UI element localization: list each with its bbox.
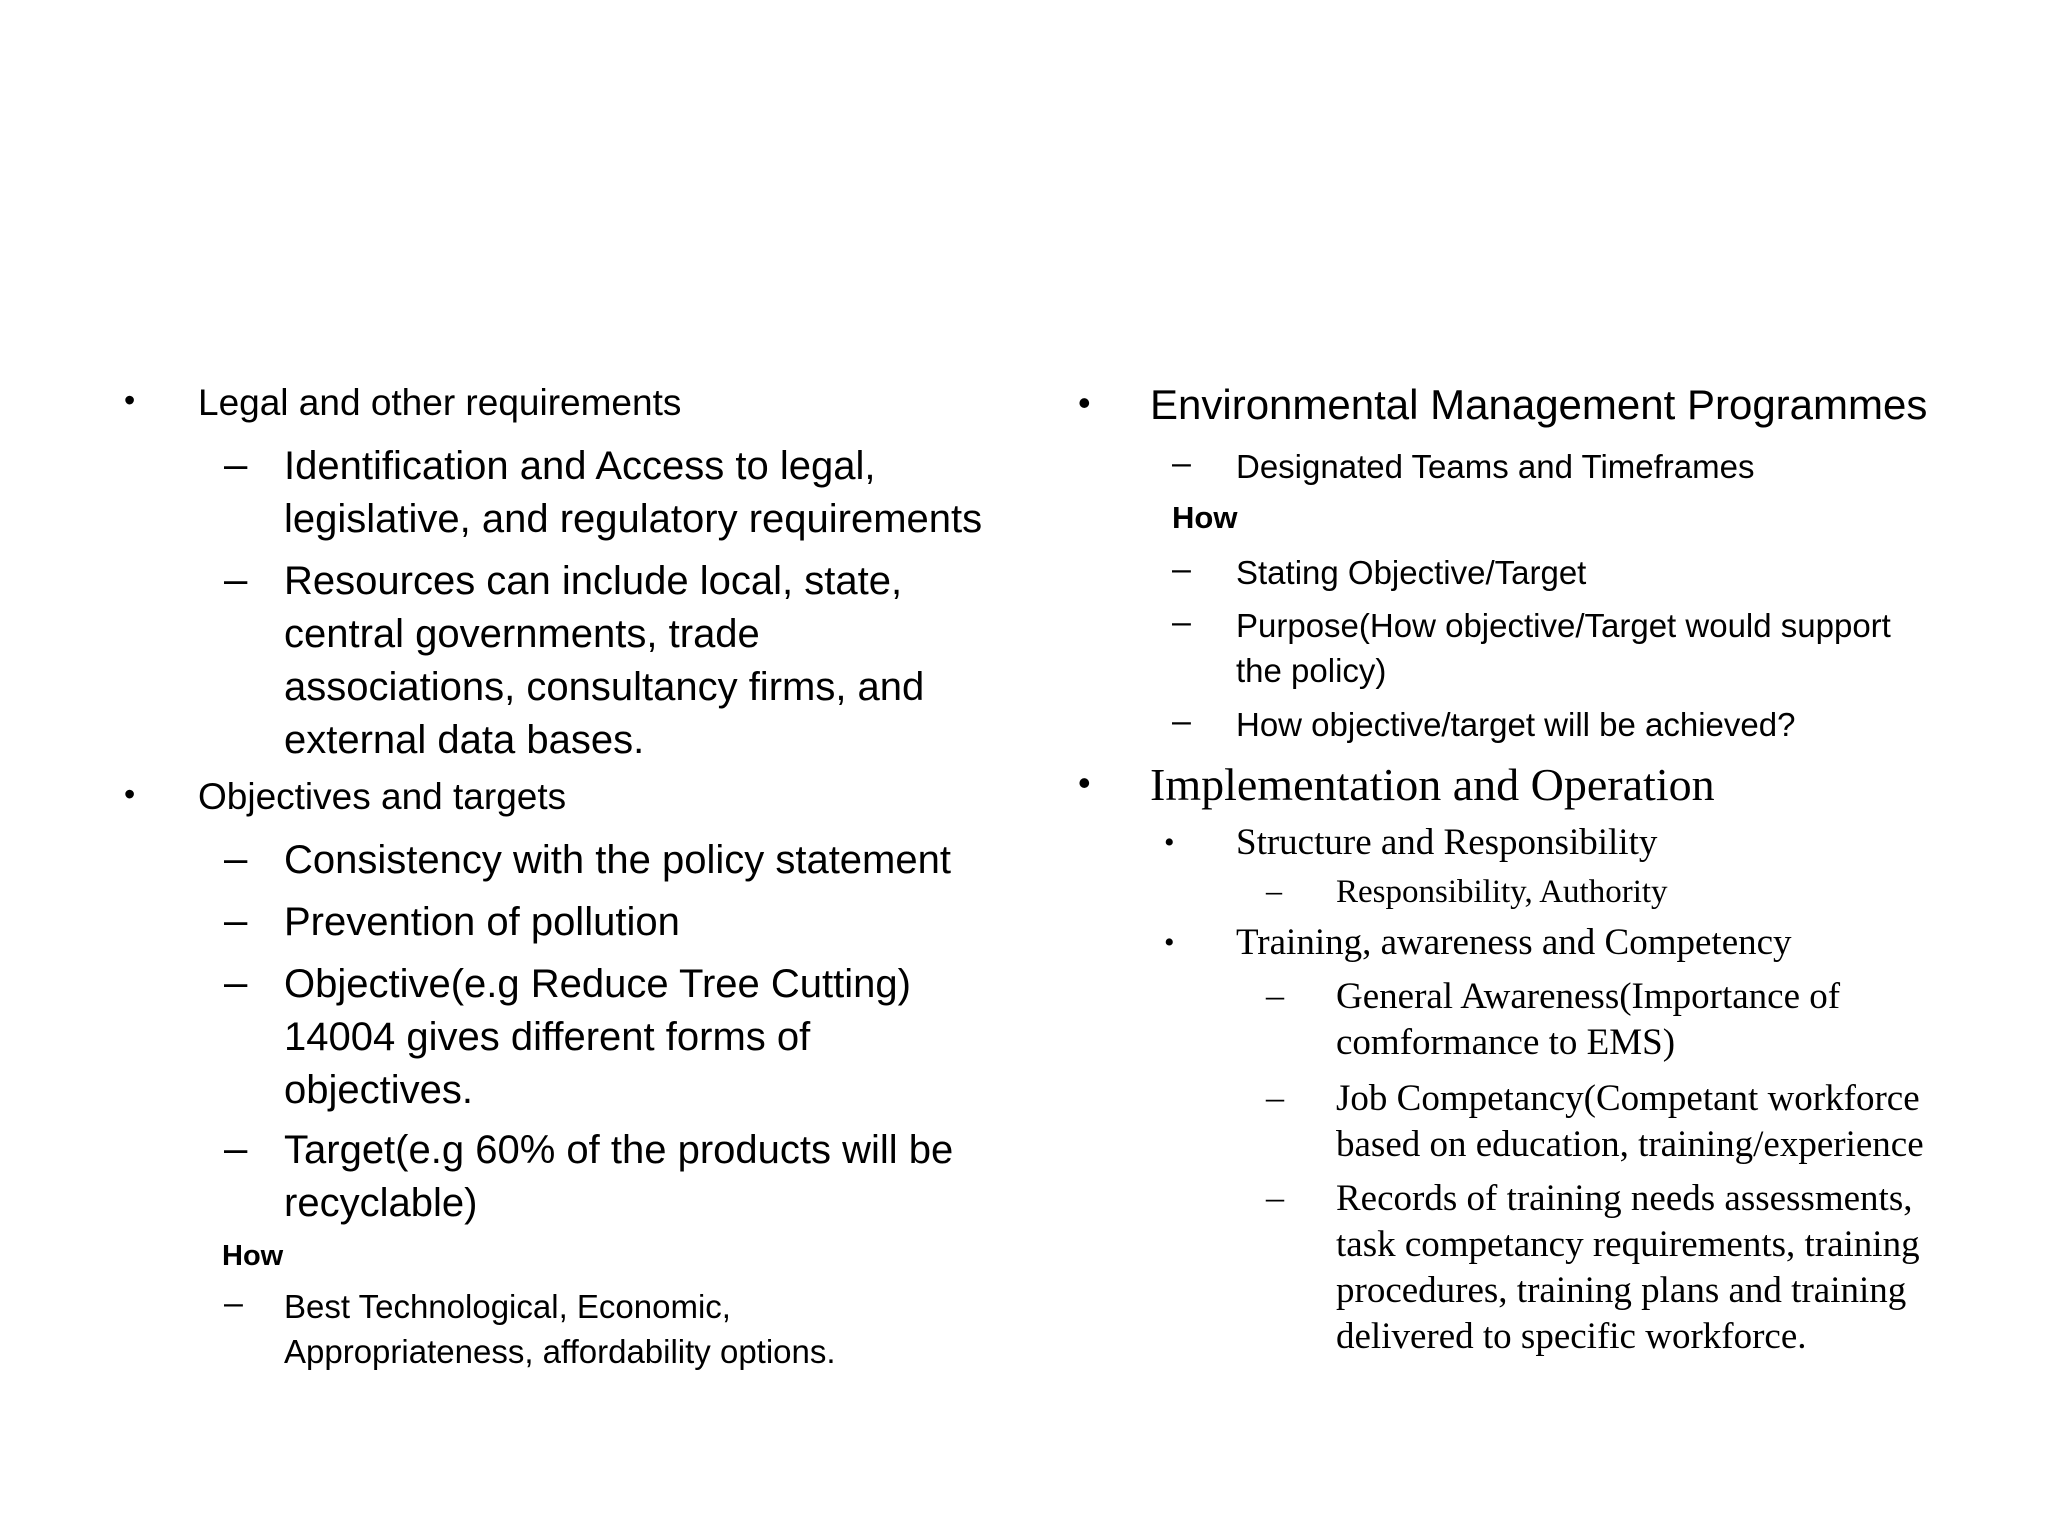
text-line: Stating Objective/Target (1236, 554, 1587, 591)
job-competancy-item (1336, 1076, 1924, 1168)
dash-marker: – (224, 834, 248, 881)
text-line: external data bases. (284, 718, 645, 762)
designated-teams-item (1236, 444, 1754, 489)
text-line: legislative, and regulatory requirements (284, 497, 983, 541)
records-item (1336, 1176, 1920, 1360)
purpose-item (1236, 603, 1891, 693)
responsibility-authority-item: Responsibility, Authority (1336, 874, 1668, 910)
dash-marker: – (1172, 444, 1191, 482)
text-line: recyclable) (284, 1181, 478, 1225)
text-line: Resources can include local, state, (284, 559, 903, 603)
text-line: Prevention of pollution (284, 900, 680, 944)
text-line: Objective(e.g Reduce Tree Cutting) (284, 962, 911, 1006)
how-label: How (1172, 500, 1238, 535)
dash-marker: – (224, 958, 248, 1005)
prevention-item (284, 896, 680, 949)
text-line: procedures, training plans and training (1336, 1270, 1907, 1311)
objective-example-item (284, 958, 911, 1117)
objectives-targets-heading: Objectives and targets (198, 776, 567, 817)
how-label: How (222, 1240, 284, 1272)
dash-marker: – (224, 1284, 243, 1322)
dash-marker: – (224, 1124, 248, 1171)
text-line: Identification and Access to legal, (284, 444, 876, 488)
text-line: Appropriateness, affordability options. (284, 1333, 836, 1370)
bullet-marker: • (1164, 926, 1175, 959)
dash-marker: – (1266, 872, 1282, 908)
dash-marker: – (224, 440, 248, 487)
text-line: task competancy requirements, training (1336, 1224, 1920, 1265)
bullet-marker: • (1078, 382, 1091, 423)
dash-marker: – (1266, 975, 1284, 1015)
training-awareness-item: Training, awareness and Competency (1236, 922, 1792, 963)
dash-marker: – (224, 555, 248, 602)
dash-marker: – (1172, 603, 1191, 641)
text-line: General Awareness(Importance of (1336, 976, 1841, 1017)
text-line: 14004 gives different forms of (284, 1015, 811, 1059)
bullet-marker: • (124, 382, 136, 418)
target-example-item (284, 1124, 953, 1230)
text-line: Consistency with the policy statement (284, 838, 951, 882)
dash-marker: – (224, 896, 248, 943)
resources-item (284, 555, 924, 767)
legal-requirements-heading: Legal and other requirements (198, 382, 682, 423)
text-line: Best Technological, Economic, (284, 1288, 731, 1325)
how-achieved-item (1236, 702, 1795, 747)
stating-objective-item (1236, 550, 1586, 595)
consistency-item (284, 834, 951, 887)
text-line: Records of training needs assessments, (1336, 1178, 1913, 1219)
text-line: Target(e.g 60% of the products will be (284, 1128, 954, 1172)
text-line: based on education, training/experience (1336, 1124, 1924, 1165)
dash-marker: – (1172, 550, 1191, 588)
dash-marker: – (1266, 1177, 1284, 1217)
text-line: associations, consultancy firms, and (284, 665, 925, 709)
general-awareness-item (1336, 974, 1840, 1066)
text-line: delivered to specific workforce. (1336, 1316, 1807, 1357)
dash-marker: – (1172, 702, 1191, 740)
identification-access-item (284, 440, 982, 546)
programmes-heading: Environmental Management Programmes (1150, 381, 1928, 428)
text-line: Designated Teams and Timeframes (1236, 448, 1755, 485)
bullet-marker: • (1078, 762, 1091, 803)
bullet-marker: • (124, 776, 136, 812)
text-line: the policy) (1236, 652, 1387, 689)
structure-responsibility-item: Structure and Responsibility (1236, 822, 1658, 863)
dash-marker: – (1266, 1077, 1284, 1117)
best-options-item (284, 1284, 836, 1374)
text-line: central governments, trade (284, 612, 760, 656)
implementation-heading: Implementation and Operation (1150, 759, 1715, 810)
text-line: Purpose(How objective/Target would support (1236, 607, 1891, 644)
text-line: Job Competancy(Competant workforce (1336, 1078, 1920, 1119)
text-line: How objective/target will be achieved? (1236, 706, 1796, 743)
text-line: objectives. (284, 1068, 473, 1112)
bullet-marker: • (1164, 826, 1175, 859)
text-line: comformance to EMS) (1336, 1022, 1676, 1063)
